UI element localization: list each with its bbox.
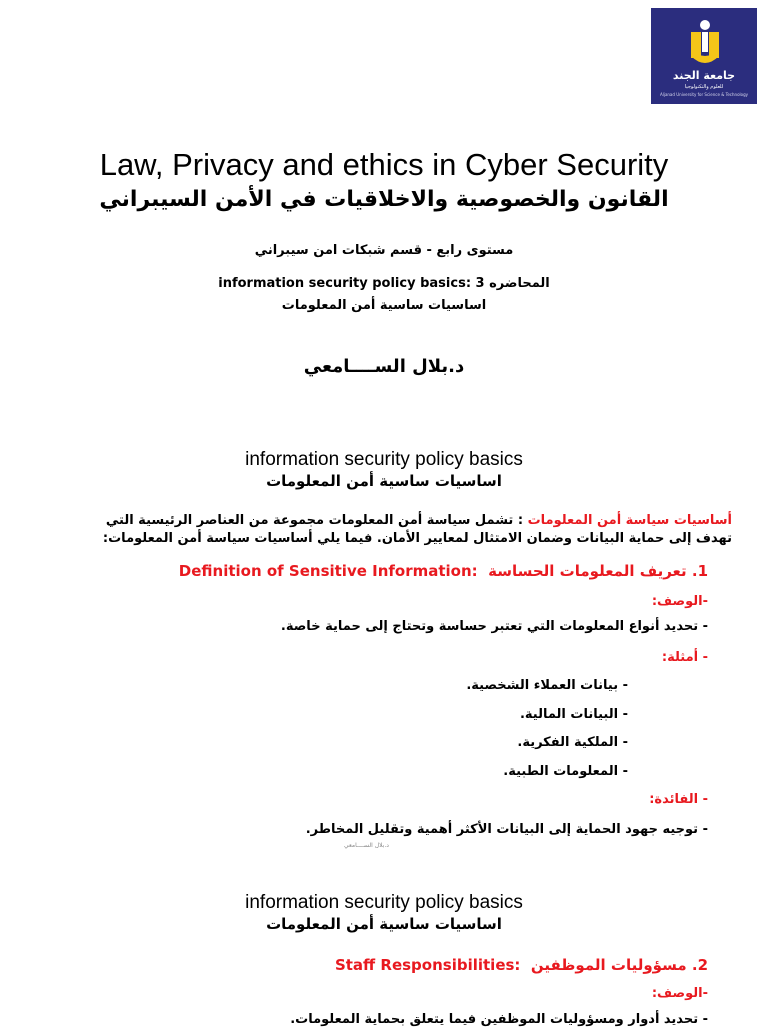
university-logo-icon	[683, 18, 727, 68]
section1-intro-line2: تهدف إلى حماية البيانات وضمان الامتثال لمعايير الأمان. فيما يلي أساسيات سياسة أمن المعلومات:	[102, 531, 732, 546]
title-arabic: القانون والخصوصية والاخلاقيات في الأمن السيبراني	[99, 187, 669, 212]
author-name: د.بلال الســــامعي	[303, 356, 465, 377]
intro-text: : تشمل سياسة أمن المعلومات مجموعة من العناصر الرئيسية التي	[105, 513, 528, 528]
lecture-arabic: اساسيات ساسية أمن المعلومات	[281, 298, 487, 313]
section2-desc-label: -الوصف:	[651, 986, 708, 1001]
section1-title-arabic: اساسيات ساسية أمن المعلومات	[266, 472, 502, 490]
intro-highlight: أساسيات سياسة أمن المعلومات	[527, 513, 732, 528]
level-line: مستوى رابع - قسم شبكات امن سيبراني	[254, 243, 514, 258]
section1-heading	[179, 562, 708, 580]
section2-heading	[335, 956, 708, 974]
section1-benefit-label: - الفائدة:	[649, 792, 708, 807]
section2-title-english: information security policy basics	[245, 892, 523, 913]
example-item: - البيانات المالية.	[519, 707, 628, 722]
author-watermark: د.بلال الســــامعي	[344, 842, 389, 849]
section1-desc-text: - تحديد أنواع المعلومات التي تعتبر حساسة وتحتاج إلى حماية خاصة.	[280, 619, 708, 634]
title-english: Law, Privacy and ethics in Cyber Security	[99, 147, 669, 182]
section1-title-english: information security policy basics	[245, 449, 523, 470]
section1-benefit-text: - توجيه جهود الحماية إلى البيانات الأكثر أهمية وتقليل المخاطر.	[305, 822, 708, 837]
section2-desc-text: - تحديد أدوار ومسؤوليات الموظفين فيما يتعلق بحماية المعلومات.	[290, 1012, 708, 1027]
section2-title-arabic: اساسيات ساسية أمن المعلومات	[266, 915, 502, 933]
example-item: - بيانات العملاء الشخصية.	[466, 678, 628, 693]
section1-heading-ar: 1. تعريف المعلومات الحساسة	[488, 562, 708, 580]
section1-desc-label: -الوصف:	[651, 594, 708, 609]
logo-subtitle-en: Aljanad University for Science & Technology	[659, 92, 748, 97]
logo-name: جامعة الجند	[672, 69, 736, 82]
example-item: - المعلومات الطبية.	[503, 764, 628, 779]
section1-heading-en: Definition of Sensitive Information:	[178, 562, 478, 580]
logo-subtitle: للعلوم والتكنولوجيا	[684, 84, 724, 90]
lecture-line: المحاضره 3 :information security policy basics	[218, 276, 550, 291]
university-logo	[651, 8, 757, 104]
section1-intro	[32, 512, 732, 529]
section2-heading-ar: 2. مسؤوليات الموظفين	[530, 956, 708, 974]
example-item: - الملكية الفكرية.	[517, 735, 628, 750]
section1-examples-label: - أمثلة:	[661, 650, 708, 665]
section2-heading-en: Staff Responsibilities:	[334, 956, 521, 974]
